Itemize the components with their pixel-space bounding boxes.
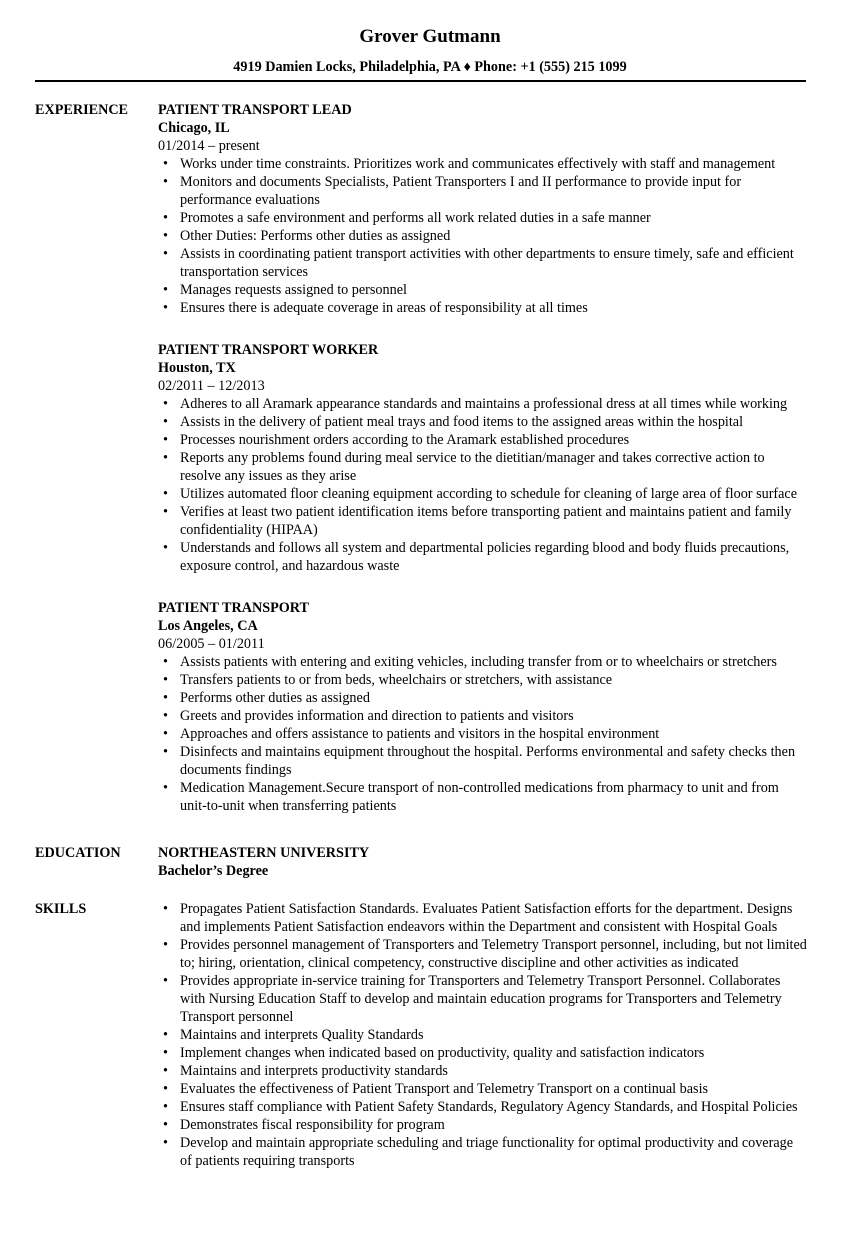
list-item: • Reports any problems found during meal service to the dietitian/manager and takes corrective action to resolve any issues as they arise — [158, 449, 807, 485]
list-item: • Greets and provides information and direction to patients and visitors — [158, 707, 807, 725]
list-item: • Ensures staff compliance with Patient Safety Standards, Regulatory Agency Standards, and Hospital Policies — [158, 1098, 807, 1116]
list-item: • Utilizes automated floor cleaning equipment according to schedule for cleaning of large area of floor surface — [158, 485, 807, 503]
list-item: • Understands and follows all system and departmental policies regarding blood and body fluids precautions, exposure control, and hazardous waste — [158, 539, 807, 575]
experience-section — [35, 101, 807, 815]
candidate-name: Grover Gutmann — [359, 26, 501, 47]
job-bullets — [158, 155, 807, 317]
list-item: • Demonstrates fiscal responsibility for program — [158, 1116, 807, 1134]
skills-section — [35, 900, 807, 1170]
list-item: • Transfers patients to or from beds, wheelchairs or stretchers, with assistance — [158, 671, 807, 689]
contact-line: 4919 Damien Locks, Philadelphia, PA ♦ Phone: +1 (555) 215 1099 — [233, 59, 627, 75]
section-title-education: EDUCATION — [35, 845, 121, 861]
job-bullets — [158, 653, 807, 815]
job-dates: 01/2014 – present — [158, 138, 260, 154]
resume-header — [53, 25, 807, 76]
degree: Bachelor’s Degree — [158, 863, 269, 879]
job-bullets — [158, 395, 807, 575]
list-item: • Assists in the delivery of patient meal trays and food items to the assigned areas within the hospital — [158, 413, 807, 431]
list-item: • Disinfects and maintains equipment throughout the hospital. Performs environmental and safety checks then documents findings — [158, 743, 807, 779]
list-item: • Evaluates the effectiveness of Patient Transport and Telemetry Transport on a continual basis — [158, 1080, 807, 1098]
list-item: • Performs other duties as assigned — [158, 689, 807, 707]
list-item: • Works under time constraints. Prioritizes work and communicates effectively with staff and management — [158, 155, 807, 173]
skills-body — [158, 900, 807, 1170]
list-item: • Verifies at least two patient identification items before transporting patient and maintains patient and family confidentiality (HIPAA) — [158, 503, 807, 539]
list-item: • Adheres to all Aramark appearance standards and maintains a professional dress at all times while working — [158, 395, 807, 413]
school-name: NORTHEASTERN UNIVERSITY — [158, 845, 370, 861]
job-entry — [158, 101, 807, 317]
job-location: Houston, TX — [158, 360, 236, 376]
list-item: • Monitors and documents Specialists, Patient Transporters I and II performance to provide input for performance evaluations — [158, 173, 807, 209]
list-item: • Medication Management.Secure transport of non-controlled medications from pharmacy to unit and from unit-to-unit when transferring patients — [158, 779, 807, 815]
list-item: • Assists in coordinating patient transport activities with other departments to ensure timely, safe and efficient transportation services — [158, 245, 807, 281]
job-location: Chicago, IL — [158, 120, 230, 136]
education-body — [158, 844, 807, 880]
list-item: • Other Duties: Performs other duties as assigned — [158, 227, 807, 245]
list-item: • Processes nourishment orders according to the Aramark established procedures — [158, 431, 807, 449]
list-item: • Maintains and interprets Quality Standards — [158, 1026, 807, 1044]
job-title: PATIENT TRANSPORT WORKER — [158, 342, 379, 358]
list-item: • Ensures there is adequate coverage in areas of responsibility at all times — [158, 299, 807, 317]
header-divider — [35, 80, 806, 82]
job-title: PATIENT TRANSPORT — [158, 600, 309, 616]
list-item: • Promotes a safe environment and performs all work related duties in a safe manner — [158, 209, 807, 227]
job-title: PATIENT TRANSPORT LEAD — [158, 102, 352, 118]
section-title-experience: EXPERIENCE — [35, 102, 129, 118]
list-item: • Approaches and offers assistance to patients and visitors in the hospital environment — [158, 725, 807, 743]
job-entry — [158, 341, 807, 575]
experience-body — [158, 101, 807, 815]
job-dates: 06/2005 – 01/2011 — [158, 636, 265, 652]
skills-bullets — [158, 900, 807, 1170]
list-item: • Manages requests assigned to personnel — [158, 281, 807, 299]
list-item: • Propagates Patient Satisfaction Standards. Evaluates Patient Satisfaction efforts for the department. Designs and implements Patient Satisfaction endeavors within the Department and consistent with Hospital Goals — [158, 900, 807, 936]
education-section — [35, 844, 807, 880]
list-item: • Develop and maintain appropriate scheduling and triage functionality for optimal productivity and coverage of patients requiring transports — [158, 1134, 807, 1170]
list-item: • Implement changes when indicated based on productivity, quality and satisfaction indicators — [158, 1044, 807, 1062]
job-entry — [158, 599, 807, 815]
list-item: • Provides appropriate in-service training for Transporters and Telemetry Transport Personnel. Collaborates with Nursing Education Staff to develop and maintain education programs for Transporters and Telemetry Transport personnel — [158, 972, 807, 1026]
section-title-skills: SKILLS — [35, 901, 87, 917]
list-item: • Provides personnel management of Transporters and Telemetry Transport personnel, including, but not limited to; hiring, orientation, clinical competency, constructive discipline and other activities as indicated — [158, 936, 807, 972]
list-item: • Maintains and interprets productivity standards — [158, 1062, 807, 1080]
job-dates: 02/2011 – 12/2013 — [158, 378, 265, 394]
job-location: Los Angeles, CA — [158, 618, 258, 634]
list-item: • Assists patients with entering and exiting vehicles, including transfer from or to wheelchairs or stretchers — [158, 653, 807, 671]
